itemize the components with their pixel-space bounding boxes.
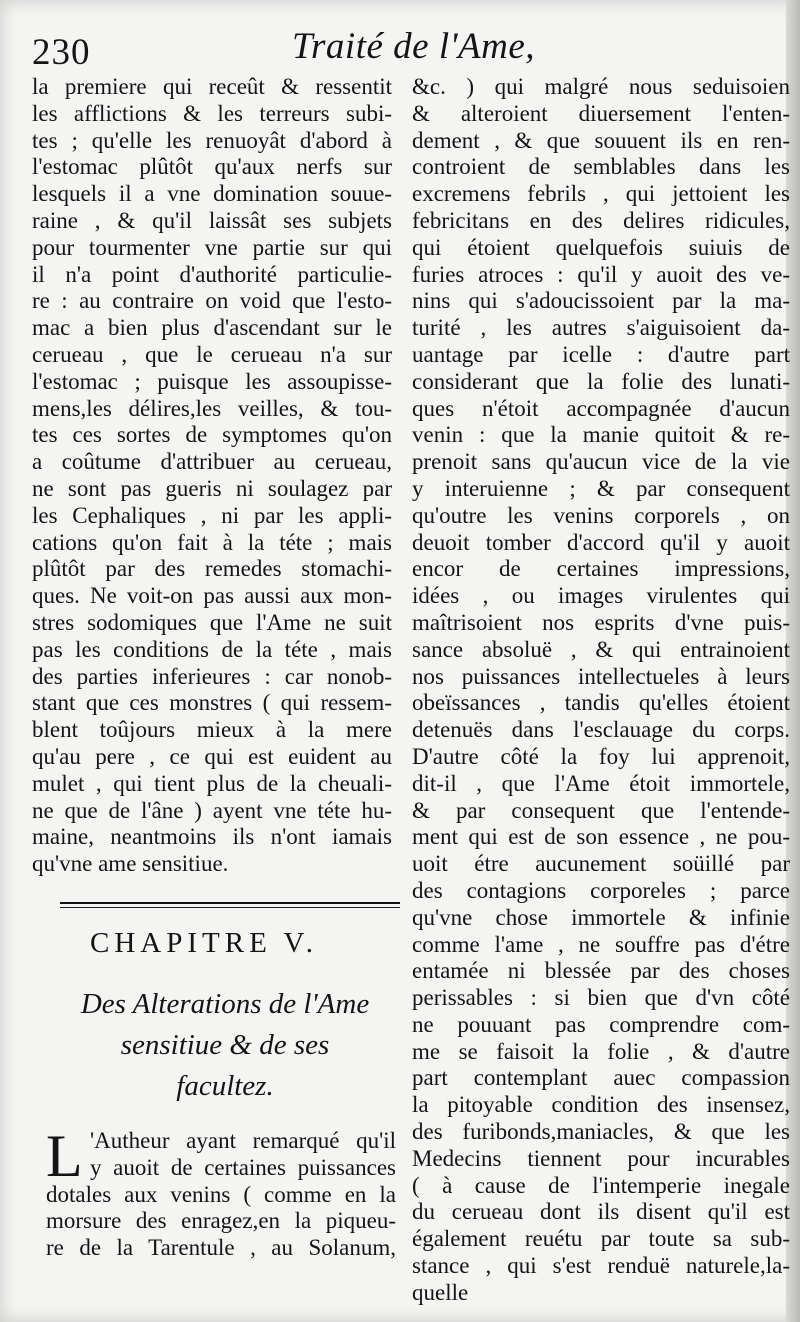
text-line: furies atroces : qu'il y auoit des ve-: [412, 261, 790, 287]
page-number: 230: [32, 32, 91, 73]
text-line: également reuétu par toute sa sub-: [412, 1226, 790, 1252]
text-line: part contemplant auec compassion: [412, 1065, 790, 1091]
text-line: mulet , qui tient plus de la cheuali-: [32, 770, 392, 796]
text-line: les Cephaliques , ni par les appli-: [32, 502, 392, 528]
running-title: Traité de l'Ame,: [292, 26, 536, 67]
text-line: controient de semblables dans les: [412, 154, 790, 180]
text-line: stance , qui s'est renduë naturele,la-: [412, 1253, 790, 1279]
text-line: D'autre côté la foy lui apprenoit,: [412, 743, 790, 769]
text-line: qu'vne chose immortele & infinie: [412, 904, 790, 930]
text-line: ques n'étoit accompagnée d'aucun: [412, 395, 790, 421]
text-line: cerueau , que le cerueau n'a sur: [32, 341, 392, 367]
text-line: maîtrisoient nos esprits d'vne puis-: [412, 609, 790, 635]
left-column: [32, 74, 392, 878]
text-line: tes ces sortes de symptomes qu'on: [32, 422, 392, 448]
text-line: & alteroient diuersement l'enten-: [412, 100, 790, 126]
text-line: y auoit de certaines puissances: [90, 1154, 396, 1180]
text-line: stant que ces monstres ( qui ressem-: [32, 690, 392, 716]
text-line: tes ; qu'elle les renuoyât d'abord à: [32, 127, 392, 153]
text-line: idées , ou images virulentes qui: [412, 583, 790, 609]
text-line: pour tourmenter vne partie sur qui: [32, 234, 392, 260]
text-line: detenuës dans l'esclauage du corps.: [412, 717, 790, 743]
text-line: nos puissances intellectueles à leurs: [412, 663, 790, 689]
text-line: des contagions corporeles ; parce: [412, 877, 790, 903]
text-line: considerant que la folie des lunati-: [412, 368, 790, 394]
text-line: lesquels il a vne domination souue-: [32, 181, 392, 207]
text-line: encor de certaines impressions,: [412, 556, 790, 582]
text-line: excremens febrils , qui jettoient les: [412, 181, 790, 207]
text-line: venin : que la manie quitoit & re-: [412, 422, 790, 448]
chapter-title-line: facultez.: [176, 1070, 274, 1102]
chapter-heading: CHAPITRE V.: [90, 927, 318, 959]
text-line: ne pouuant pas comprendre com-: [412, 1011, 790, 1037]
text-line: quelle: [412, 1279, 469, 1305]
chapter-title-line: sensitiue & de ses: [120, 1029, 330, 1061]
text-line: dement , & que souuent ils en ren-: [412, 127, 790, 153]
text-line: la premiere qui receût & ressentit: [32, 74, 392, 99]
text-line: perissables : si bien que d'vn côté: [412, 985, 790, 1011]
chapter-body: [46, 1123, 396, 1262]
text-line: turité , les autres s'aiguisoient da-: [412, 315, 790, 341]
text-line: raine , & qu'il laissât ses subjets: [32, 207, 392, 233]
text-line: qu'au pere , ce qui est euident au: [32, 743, 392, 769]
text-line: mac a bien plus d'ascendant sur le: [32, 315, 392, 341]
text-line: y interuienne ; & par consequent: [412, 475, 790, 501]
text-line: me se faisoit la folie , & d'autre: [412, 1038, 790, 1064]
text-line: & par consequent que l'entende-: [412, 797, 790, 823]
text-line: ques. Ne voit-on pas aussi aux mon-: [32, 583, 392, 609]
chapter-title: [52, 984, 398, 1107]
text-line: du cerueau dont ils disent qu'il est: [412, 1199, 790, 1225]
text-line: ment qui est de son essence , ne pou-: [412, 824, 790, 850]
text-line: l'estomac ; puisque les assoupisse-: [32, 368, 392, 394]
text-line: Medecins tiennent pour incurables: [412, 1145, 790, 1171]
text-line: nins qui s'adoucissoient par la ma-: [412, 288, 790, 314]
drop-cap: L: [46, 1123, 83, 1189]
chapter-rule: [60, 902, 400, 904]
text-line: pas les conditions de la téte , mais: [32, 636, 392, 662]
text-line: les afflictions & les terreurs subi-: [32, 100, 392, 126]
text-line: sance absoluë , & qui entrainoient: [412, 636, 790, 662]
text-line: cations qu'on fait à la téte ; mais: [32, 529, 392, 555]
text-line: mens,les délires,les veilles, & tou-: [32, 395, 392, 421]
text-line: ne sont pas gueris ni soulagez par: [32, 475, 392, 501]
text-line: febricitans en des delires ridicules,: [412, 207, 790, 233]
text-line: la pitoyable condition des insensez,: [412, 1092, 790, 1118]
text-line: comme l'ame , ne souffre pas d'étre: [412, 931, 790, 957]
text-line: obeïssances , tandis qu'elles étoient: [412, 690, 790, 716]
text-line: l'estomac plûtôt qu'aux nerfs sur: [32, 154, 392, 180]
text-line: stres sodomiques que l'Ame ne suit: [32, 609, 392, 635]
text-line: prenoit sans qu'aucun vice de la vie: [412, 449, 790, 475]
text-line: 'Autheur ayant remarqué qu'il: [90, 1128, 396, 1153]
chapter-title-line: Des Alterations de l'Ame: [80, 988, 370, 1020]
text-line: qui étoient quelquefois suiuis de: [412, 234, 790, 260]
text-line: re de la Tarentule , au Solanum,: [46, 1235, 396, 1261]
text-line: uantage par icelle : d'autre part: [412, 341, 790, 367]
text-line: deuoit tomber d'accord qu'il y auoit: [412, 529, 790, 555]
text-line: des furibonds,maniacles, & que les: [412, 1119, 790, 1145]
chapter-opening: [46, 1123, 396, 1262]
text-line: plûtôt par des remedes stomachi-: [32, 556, 392, 582]
text-line: re : au contraire on void que l'esto-: [32, 288, 392, 314]
text-line: il n'a point d'authorité particulie-: [32, 261, 392, 287]
chapter-rule-thin: [60, 907, 400, 908]
text-line: qu'outre les venins corporels , on: [412, 502, 790, 528]
text-line: &c. ) qui malgré nous seduisoien: [412, 74, 790, 99]
text-line: blent toûjours mieux à la mere: [32, 717, 392, 743]
text-line: ( à cause de l'intemperie inegale: [412, 1172, 790, 1198]
text-line: entamée ni blessée par des choses: [412, 958, 790, 984]
text-line: a coûtume d'attribuer au cerueau,: [32, 449, 392, 475]
text-line: dotales aux venins ( comme en la: [46, 1181, 396, 1207]
text-line: morsure des enragez,en la piqueu-: [46, 1208, 396, 1234]
text-line: des parties inferieures : car nonob-: [32, 663, 392, 689]
text-line: uoit étre aucunement soüillé par: [412, 851, 790, 877]
text-line: qu'vne ame sensitiue.: [32, 851, 229, 877]
text-line: maine, neantmoins ils n'ont iamais: [32, 824, 392, 850]
text-line: ne que de l'âne ) ayent vne téte hu-: [32, 797, 392, 823]
right-column: [412, 74, 790, 1307]
text-line: dit-il , que l'Ame étoit immortele,: [412, 770, 790, 796]
